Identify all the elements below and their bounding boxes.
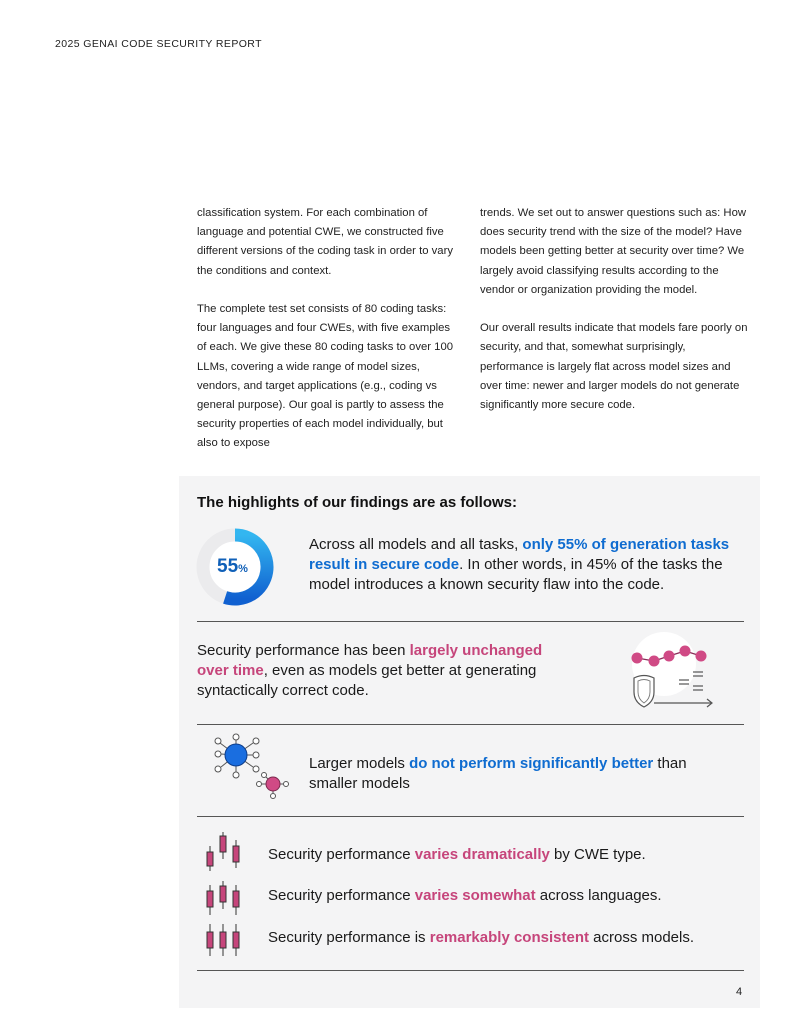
finding-emphasis: largely unchanged over time [197, 642, 543, 679]
donut-number: 55 [217, 556, 239, 577]
finding-text: . In other words, in 45% of the tasks the model introduces a known security flaw into the code. [309, 556, 723, 593]
report-header: 2025 GENAI CODE SECURITY REPORT [55, 38, 262, 50]
finding-secure-code [309, 535, 749, 595]
shield-trend-icon [612, 632, 722, 714]
network-nodes-icon [206, 733, 292, 803]
finding-text: Security performance [268, 887, 415, 904]
body-paragraph: Our overall results indicate that models fare poorly on security, and that, somewhat surprisingly, performance is largely flat across model sizes and over time: newer and larger models do not generate significantly more secure code. [480, 322, 748, 412]
finding-text: , even as models get better at generating syntactically correct code. [197, 662, 537, 699]
body-right-column [480, 204, 750, 434]
finding-text: Larger models [309, 755, 410, 772]
finding-cwe-type [268, 845, 728, 865]
finding-emphasis: varies dramatically [414, 846, 550, 863]
finding-text: Security performance [268, 846, 415, 863]
finding-emphasis: varies somewhat [414, 887, 536, 904]
finding-text: Across all models and all tasks, [309, 536, 523, 553]
finding-text: across languages. [535, 887, 662, 904]
divider [197, 621, 744, 622]
finding-text: Security performance is [268, 929, 430, 946]
finding-text: by CWE type. [549, 846, 646, 863]
body-left-column [197, 204, 459, 473]
finding-emphasis: only 55% of generation tasks result in secure code [309, 536, 730, 573]
highlights-title: The highlights of our findings are as follows: [197, 494, 518, 511]
finding-unchanged-over-time [197, 641, 567, 701]
body-paragraph: The complete test set consists of 80 coding tasks: four languages and four CWEs, with five examples of each. We give these 80 coding tasks to over 100 LLMs, covering a wide range of model sizes, vendors, and target applications (e.g., coding vs general purpose). Our goal is partly to assess the security properties of each model individually, but also to expose [197, 303, 454, 450]
divider [197, 724, 744, 725]
finding-text: Security performance has been [197, 642, 410, 659]
body-paragraph: trends. We set out to answer questions such as: How does security trend with the size of the model? Have models been getting better at security over time? We largely avoid classifying results according to the vendor or organization providing the model. [480, 207, 747, 296]
finding-emphasis: remarkably consistent [429, 929, 589, 946]
finding-larger-models [309, 754, 729, 794]
page-number: 4 [736, 986, 743, 998]
finding-text: across models. [588, 929, 695, 946]
finding-emphasis: do not perform significantly better [409, 755, 654, 772]
donut-unit: % [238, 563, 248, 575]
finding-languages [268, 886, 728, 906]
divider [197, 970, 744, 971]
candlestick-icon [203, 832, 243, 872]
divider [197, 816, 744, 817]
body-paragraph: classification system. For each combination of language and potential CWE, we constructed five different versions of the coding task in order to vary the conditions and context. [197, 207, 453, 277]
finding-consistent-models [268, 928, 728, 948]
candlestick-icon [203, 877, 243, 917]
finding-text: than smaller models [309, 755, 687, 792]
candlestick-icon [203, 922, 243, 958]
donut-value [217, 556, 248, 578]
